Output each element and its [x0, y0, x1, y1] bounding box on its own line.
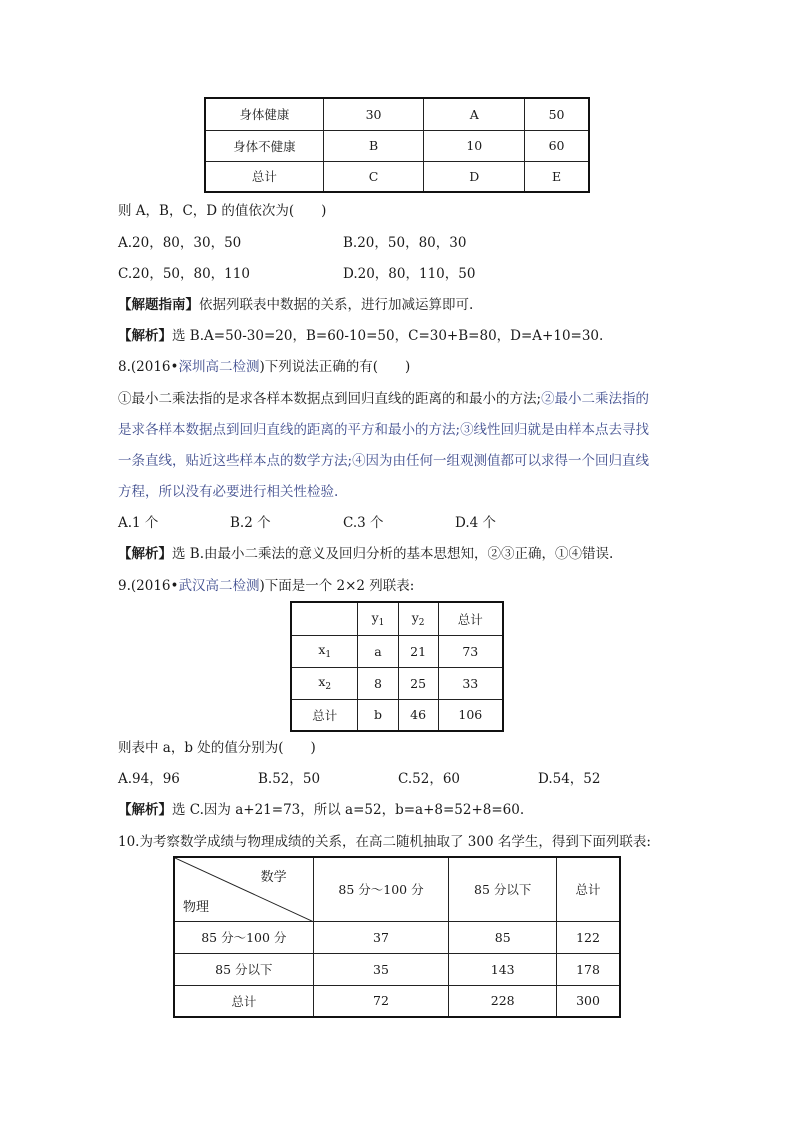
table-cell: 50: [525, 98, 589, 130]
q9-stem: [118, 576, 414, 596]
q7-question: 则 A，B，C，D 的值依次为( ): [118, 203, 327, 219]
hint-label: 【解题指南】: [118, 297, 199, 313]
table-cell: 72: [313, 985, 449, 1017]
table-cell: 143: [449, 953, 557, 985]
q8-source: 深圳高二检测: [178, 359, 260, 375]
corner-bottom-label: 物理: [183, 899, 210, 915]
table-row: [174, 985, 620, 1017]
q8-statement-4-end: 方程，所以没有必要进行相关性检验.: [118, 484, 339, 500]
q8-statement-2-end: 是求各样本数据点到回归直线的距离的平方和最小的方法;: [118, 422, 461, 438]
table-cell: E: [525, 161, 589, 192]
analysis-label: 【解析】: [118, 328, 172, 344]
q9-option-c: C.52，60: [398, 771, 460, 787]
table-cell: b: [358, 699, 398, 731]
q8-analysis: [118, 544, 613, 564]
table-cell: 228: [449, 985, 557, 1017]
table-row: [174, 857, 620, 921]
table-cell: 122: [557, 921, 620, 953]
q8-stem: [118, 357, 410, 377]
q8-statement-2-start: ②最小二乘法指的: [541, 391, 650, 407]
table-cell: 身体不健康: [205, 130, 323, 161]
q7-hint: [118, 295, 473, 315]
table-cell: C: [323, 161, 424, 192]
table-cell: A: [424, 98, 525, 130]
table-row: [291, 699, 503, 731]
table-cell: 总计: [291, 699, 358, 731]
table-cell: 8: [358, 667, 398, 699]
table-cell: $y_1$: [358, 602, 398, 635]
analysis-label: 【解析】: [118, 546, 172, 562]
table-cell: 178: [557, 953, 620, 985]
q8-statement-3-start: ③线性回归就是由样本点去寻找: [460, 422, 650, 438]
corner-top-label: 数学: [260, 870, 287, 885]
table-cell: 85 分以下: [174, 953, 313, 985]
q7-option-a: A.20，80，30，50: [118, 235, 242, 251]
table-cell: 25: [398, 667, 438, 699]
q9-analysis: [118, 800, 524, 820]
q8-statement-1: ①最小二乘法指的是求各样本数据点到回归直线的距离的和最小的方法;: [118, 391, 542, 407]
q7-option-c: C.20，50，80，110: [118, 266, 250, 282]
q8-statement-3-end: 一条直线，贴近这些样本点的数学方法;: [118, 453, 353, 469]
table-cell: a: [358, 635, 398, 667]
q8-line-1: [118, 389, 649, 409]
diagonal-header-cell: [174, 857, 313, 921]
q8-statement-4-start: ④因为由任何一组观测值都可以求得一个回归直线: [352, 453, 650, 469]
contingency-table-math-physics: [173, 856, 621, 1018]
table-cell: 总计: [174, 985, 313, 1017]
q9-option-a: A.94，96: [118, 771, 180, 787]
table-cell: 85 分以下: [449, 857, 557, 921]
table-row: [205, 98, 589, 130]
table-row: [174, 921, 620, 953]
q8-option-c: C.3 个: [343, 515, 384, 531]
table-cell: 30: [323, 98, 424, 130]
table-cell: 总计: [438, 602, 503, 635]
q8-option-b: B.2 个: [230, 515, 271, 531]
table-cell: 60: [525, 130, 589, 161]
q8-line-2: [118, 420, 649, 440]
table-cell: [291, 602, 358, 635]
q8-option-a: A.1 个: [118, 515, 159, 531]
table-cell: B: [323, 130, 424, 161]
table-row: [205, 130, 589, 161]
q7-analysis: [118, 326, 603, 346]
table-cell: 106: [438, 699, 503, 731]
q9-option-d: D.54，52: [538, 771, 601, 787]
table-cell: 身体健康: [205, 98, 323, 130]
table-cell: 46: [398, 699, 438, 731]
q8-line-3: [118, 451, 649, 471]
table-cell: 300: [557, 985, 620, 1017]
table-cell: $y_2$: [398, 602, 438, 635]
table-cell: 73: [438, 635, 503, 667]
table-row: [174, 953, 620, 985]
q8-option-d: D.4 个: [455, 515, 497, 531]
q9-number: 9.(2016•: [118, 578, 179, 594]
table-cell: 总计: [557, 857, 620, 921]
table-cell: 33: [438, 667, 503, 699]
contingency-table-xy: [290, 601, 504, 732]
analysis-text: 选 B.由最小二乘法的意义及回归分析的基本思想知，②③正确，①④错误.: [172, 546, 614, 562]
q9-question: 则表中 a，b 处的值分别为( ): [118, 740, 316, 756]
analysis-text: 选 B.A=50-30=20，B=60-10=50，C=30+B=80，D=A+10=30.: [172, 328, 604, 344]
table-cell: 10: [424, 130, 525, 161]
q9-source: 武汉高二检测: [178, 578, 260, 594]
table-cell: 85 分～100 分: [313, 857, 449, 921]
q9-option-b: B.52，50: [258, 771, 321, 787]
table-row: [291, 602, 503, 635]
table-cell: 21: [398, 635, 438, 667]
contingency-table-health: [204, 97, 590, 193]
q8-line-4: [118, 482, 338, 502]
table-row: [205, 161, 589, 192]
table-cell: 85: [449, 921, 557, 953]
table-row: [291, 667, 503, 699]
analysis-label: 【解析】: [118, 802, 172, 818]
table-cell: 35: [313, 953, 449, 985]
q8-stem-end: )下列说法正确的有( ): [259, 359, 411, 375]
table-cell: $x_2$: [291, 667, 358, 699]
table-cell: 85 分～100 分: [174, 921, 313, 953]
table-row: [291, 635, 503, 667]
table-cell: $x_1$: [291, 635, 358, 667]
analysis-text: 选 C.因为 a+21=73，所以 a=52，b=a+8=52+8=60.: [172, 802, 525, 818]
q9-stem-end: )下面是一个 2×2 列联表:: [259, 578, 415, 594]
table-cell: 总计: [205, 161, 323, 192]
hint-text: 依据列联表中数据的关系，进行加减运算即可.: [199, 297, 474, 313]
q7-option-d: D.20，80，110，50: [343, 266, 476, 282]
table-cell: D: [424, 161, 525, 192]
q8-number: 8.(2016•: [118, 359, 179, 375]
table-cell: 37: [313, 921, 449, 953]
q10-stem: 10.为考察数学成绩与物理成绩的关系，在高二随机抽取了 300 名学生，得到下面列联表:: [118, 834, 651, 850]
q7-option-b: B.20，50，80，30: [343, 235, 467, 251]
